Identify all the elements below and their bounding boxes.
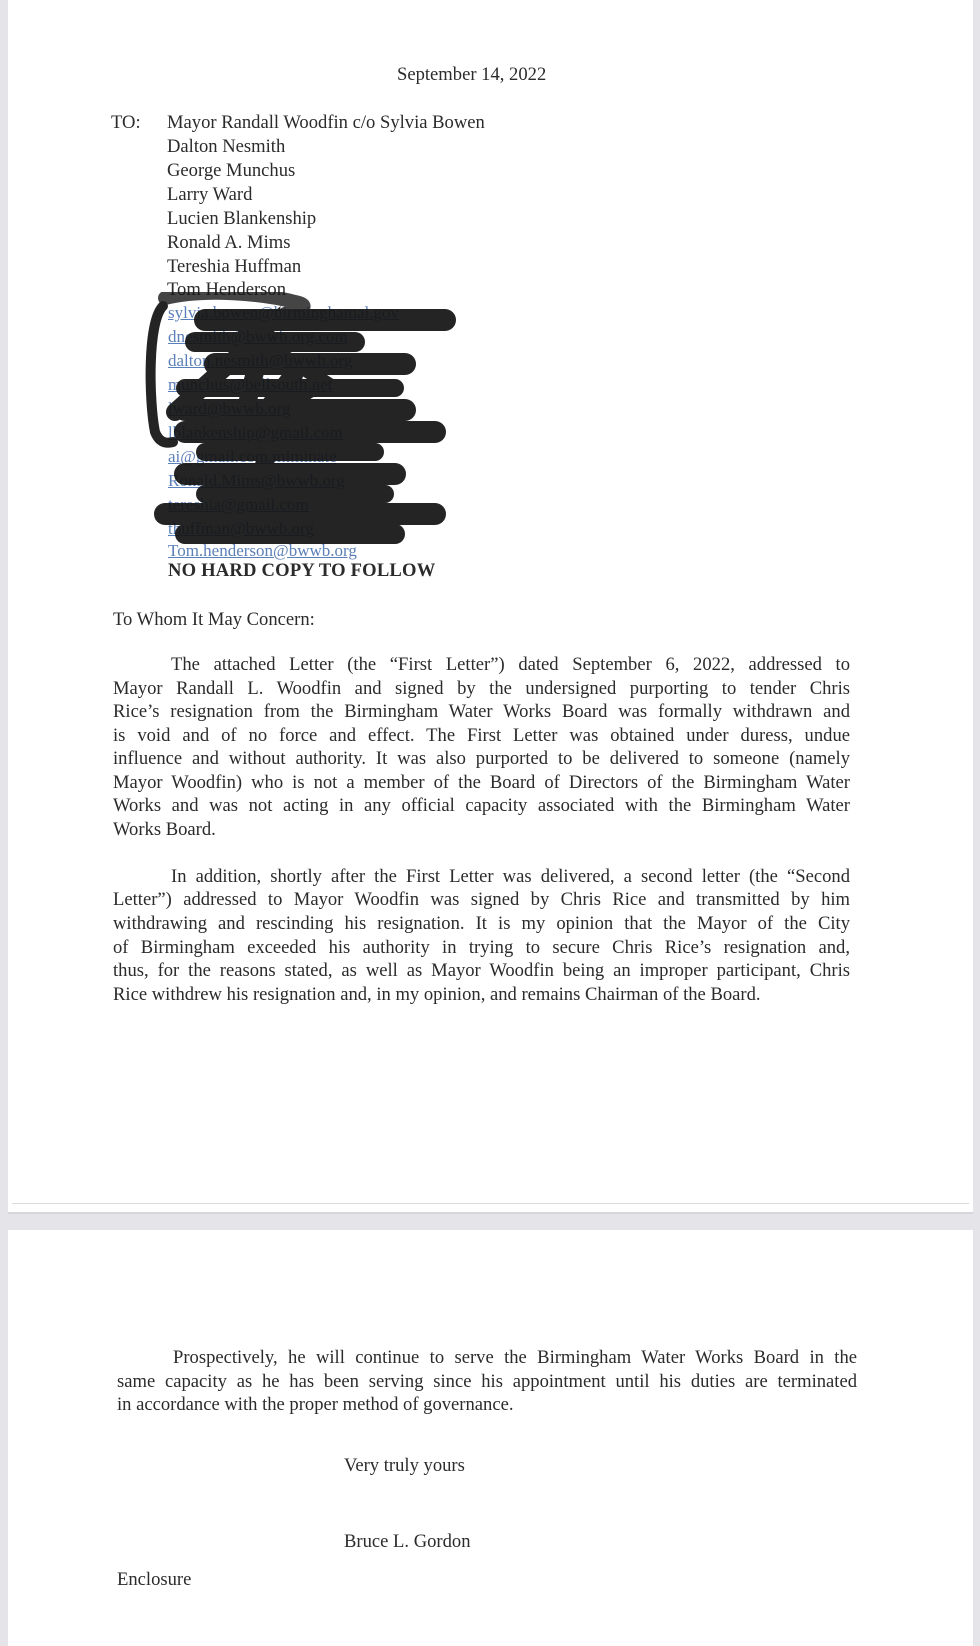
email-link-redacted[interactable]: dnesmith@bwwb.org.com [168,327,348,346]
page-bottom-rule [12,1203,969,1204]
recipient: Mayor Randall Woodfin c/o Sylvia Bowen [167,112,485,133]
paragraph-line: withdrawing and rescinding his resignation. It is my opinion that the Mayor of the City [113,913,850,934]
paragraph-line: The attached Letter (the “First Letter”) dated September 6, 2022, addressed to [171,654,850,675]
recipient: Dalton Nesmith [167,136,286,157]
paragraph-line: Rice’s resignation from the Birmingham Water Works Board was formally withdrawn and [113,701,850,722]
closing: Very truly yours [344,1455,465,1476]
email-link-redacted[interactable]: tereshia@gmail.com [168,495,309,514]
paragraph-line: influence and without authority. It was also purported to be delivered to someone (namely [113,748,850,769]
paragraph-line: same capacity as he has been serving since his appointment until his duties are terminated [117,1371,857,1392]
paragraph-line: Mayor Randall L. Woodfin and signed by the undersigned purporting to tender Chris [113,678,850,699]
paragraph-line: in accordance with the proper method of governance. [117,1394,514,1415]
paragraph-line: of Birmingham exceeded his authority in trying to secure Chris Rice’s resignation and, [113,937,850,958]
recipient: George Munchus [167,160,296,181]
paragraph-line: Rice withdrew his resignation and, in my opinion, and remains Chairman of the Board. [113,984,761,1005]
paragraph-line: In addition, shortly after the First Letter was delivered, a second letter (the “Second [171,866,850,887]
no-hard-copy-notice: NO HARD COPY TO FOLLOW [168,560,436,581]
paragraph-line: thus, for the reasons stated, as well as Mayor Woodfin being an improper participant, Chris [113,960,850,981]
email-link-redacted[interactable]: thuffman@bwwb.org [168,519,314,538]
signatory-name: Bruce L. Gordon [344,1531,471,1552]
email-link-redacted[interactable]: Ronald.Mims@bwwb.org [168,471,345,490]
email-link-redacted[interactable]: lward@bwwb.org [168,399,291,418]
email-link-redacted[interactable]: ai@gmail.com.miminate [168,447,337,466]
recipient: Tom Henderson [167,279,287,300]
paragraph-line: Mayor Woodfin) who is not a member of the Board of Directors of the Birmingham Water [113,772,850,793]
paragraph-line: Letter”) addressed to Mayor Woodfin was signed by Chris Rice and transmitted by him [113,889,850,910]
email-link-redacted[interactable]: Tom.henderson@bwwb.org [168,541,357,560]
enclosure-note: Enclosure [117,1569,192,1590]
email-link-redacted[interactable]: dalton.nesmith@bwwb.org [168,351,353,370]
paragraph-line: Works and was not acting in any official capacity associated with the Birmingham Water [113,795,850,816]
recipient: Larry Ward [167,184,253,205]
salutation: To Whom It May Concern: [113,609,315,630]
recipient: Lucien Blankenship [167,208,317,229]
email-link-redacted[interactable]: munchus@bellsouth.net [168,375,333,394]
to-label: TO: [111,112,141,133]
email-link-redacted[interactable]: lblankenship@gmail.com [168,423,343,442]
letter-date: September 14, 2022 [397,64,547,85]
letter-page-1 [8,0,973,1214]
paragraph-line: is void and of no force and effect. The First Letter was obtained under duress, undue [113,725,850,746]
paragraph-line: Prospectively, he will continue to serve the Birmingham Water Works Board in the [173,1347,857,1368]
redaction-marker [145,292,465,554]
recipient: Tereshia Huffman [167,256,302,277]
email-link-redacted[interactable]: sylvia.bowen@birminghamal.gov [168,303,399,322]
paragraph-line: Works Board. [113,819,216,840]
recipient: Ronald A. Mims [167,232,291,253]
